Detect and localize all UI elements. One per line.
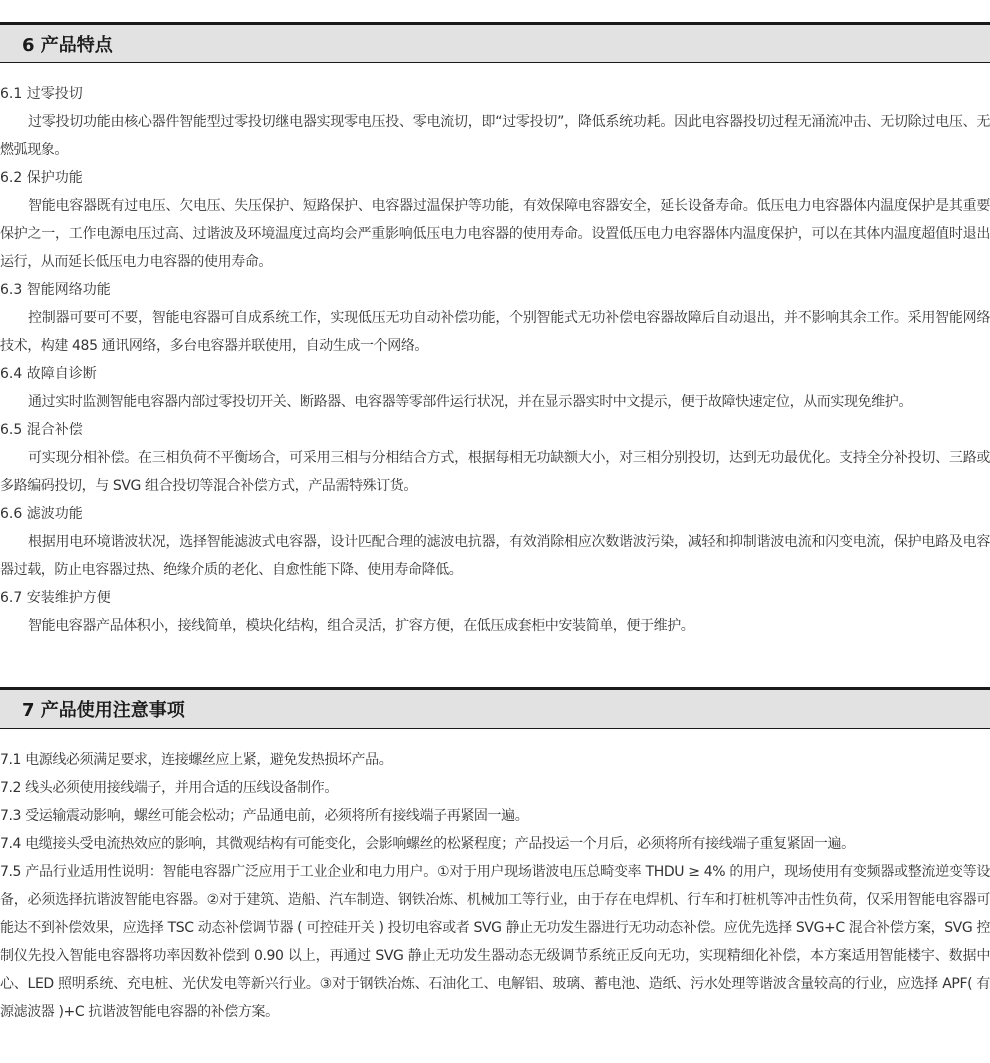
subsection-text: 过零投切功能由核心器件智能型过零投切继电器实现零电压投、零电流切，即“过零投切”，降低系统功耗。因此电容器投切过程无涌流冲击、无切除过电压、无燃弧现象。 bbox=[0, 114, 990, 158]
section-6-body bbox=[0, 80, 990, 640]
subsection-heading: 6.5 混合补偿 bbox=[0, 422, 83, 438]
subsection-text: 智能电容器既有过电压、欠电压、失压保护、短路保护、电容器过温保护等功能，有效保障电容器安全，延长设备寿命。低压电力电容器体内温度保护是其重要保护之一，工作电源电压过高、过谐波及环境温度过高均会严重影响低压电力电容器的使用寿命。设置低压电力电容器体内温度保护，可以在其体内温度超值时退出运行，从而延长低压电力电容器的使用寿命。 bbox=[0, 198, 990, 270]
subsection-text: 控制器可要可不要，智能电容器可自成系统工作，实现低压无功自动补偿功能，个别智能式无功补偿电容器故障后自动退出，并不影响其余工作。采用智能网络技术，构建 485 通讯网络，多台电容器并联使用，自动生成一个网络。 bbox=[0, 310, 990, 354]
subsection-heading: 6.7 安装维护方便 bbox=[0, 590, 111, 606]
section-7-body bbox=[0, 746, 990, 1026]
section-6-header bbox=[0, 22, 990, 63]
notice-item: 7.2 线头必须使用接线端子，并用合适的压线设备制作。 bbox=[0, 780, 338, 796]
subsection-heading: 6.4 故障自诊断 bbox=[0, 366, 97, 382]
subsection-text: 通过实时监测智能电容器内部过零投切开关、断路器、电容器等零部件运行状况，并在显示器实时中文提示，便于故障快速定位，从而实现免维护。 bbox=[28, 394, 912, 410]
subsection-heading: 6.2 保护功能 bbox=[0, 170, 83, 186]
notice-item: 7.5 产品行业适用性说明：智能电容器广泛应用于工业企业和电力用户。①对于用户现场谐波电压总畸变率 THDU ≥ 4% 的用户，现场使用有变频器或整流逆变等设备，必须选择抗谐波智能电容器。②对于建筑、造船、汽车制造、钢铁冶炼、机械加工等行业，由于存在电焊机、行车和打桩机等冲击性负荷，仅采用智能电容器可能达不到补偿效果，应选择 TSC 动态补偿调节器 ( 可控硅开关 ) 投切电容或者 SVG 静止无功发生器进行无功动态补偿。应优先选择 SVG+C 混合补偿方案，SVG 控制仪先投入智能电容器将功率因数补偿到 0.90 以上，再通过 SVG 静止无功发生器动态无级调节系统正反向无功，实现精细化补偿，本方案适用智能楼宇、数据中心、LED 照明系统、充电桩、光伏发电等新兴行业。③对于钢铁冶炼、石油化工、电解铝、玻璃、蓄电池、造纸、污水处理等谐波含量较高的行业，应选择 APF( 有源滤波器 )+C 抗谐波智能电容器的补偿方案。 bbox=[0, 864, 990, 1020]
section-7-title: 7 产品使用注意事项 bbox=[22, 700, 185, 721]
section-6-title: 6 产品特点 bbox=[22, 34, 113, 56]
subsection-text: 可实现分相补偿。在三相负荷不平衡场合，可采用三相与分相结合方式，根据每相无功缺额大小，对三相分别投切，达到无功最优化。支持全分补投切、三路或多路编码投切，与 SVG 组合投切等混合补偿方式，产品需特殊订货。 bbox=[0, 450, 990, 494]
subsection-text: 智能电容器产品体积小，接线简单，模块化结构，组合灵活，扩容方便，在低压成套柜中安装简单，便于维护。 bbox=[28, 618, 695, 634]
notice-item: 7.1 电源线必须满足要求，连接螺丝应上紧，避免发热损坏产品。 bbox=[0, 752, 393, 768]
notice-item: 7.3 受运输震动影响，螺丝可能会松动；产品通电前，必须将所有接线端子再紧固一遍。 bbox=[0, 808, 529, 824]
section-7-header bbox=[0, 687, 990, 729]
subsection-heading: 6.1 过零投切 bbox=[0, 86, 83, 102]
subsection-text: 根据用电环境谐波状况，选择智能滤波式电容器，设计匹配合理的滤波电抗器，有效消除相应次数谐波污染，减轻和抑制谐波电流和闪变电流，保护电路及电容器过载，防止电容器过热、绝缘介质的老化、自愈性能下降、使用寿命降低。 bbox=[0, 534, 990, 578]
notice-item: 7.4 电缆接头受电流热效应的影响，其微观结构有可能变化，会影响螺丝的松紧程度；产品投运一个月后，必须将所有接线端子重复紧固一遍。 bbox=[0, 836, 855, 852]
subsection-heading: 6.3 智能网络功能 bbox=[0, 282, 111, 298]
subsection-heading: 6.6 滤波功能 bbox=[0, 506, 83, 522]
